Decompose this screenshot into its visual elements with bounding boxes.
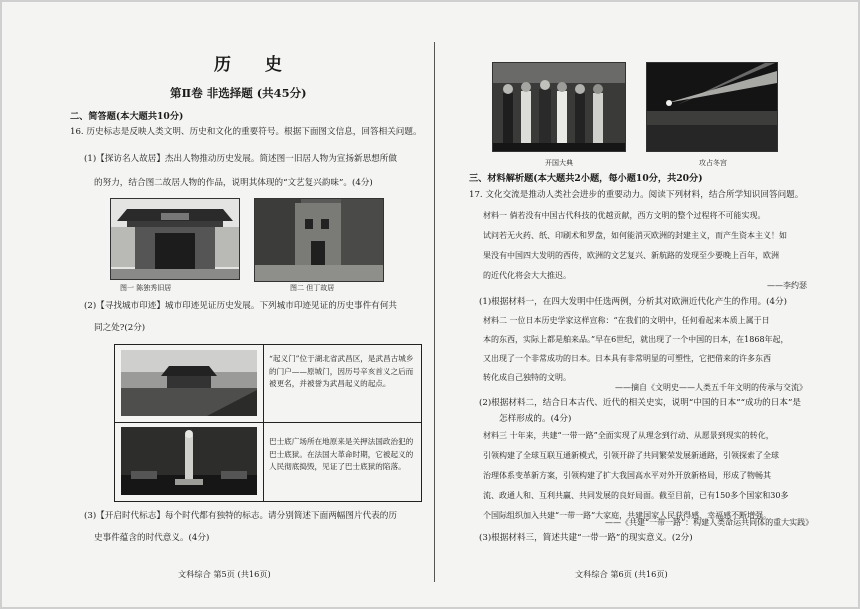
winter-palace-photo	[646, 62, 778, 152]
city-traces-table	[114, 344, 422, 502]
material3-line5: 个国际组织加入共建“一带一路”大家庭，共建国家人民获得感、幸福感不断增强。	[483, 511, 772, 520]
material2-line3: 又出现了一个非常成功的日本。日本具有非常明显的可塑性，它把借来的许多东西	[483, 354, 771, 363]
old-residence-image	[111, 199, 239, 279]
q16-3-line2: 史事件蕴含的时代意义。(4分)	[94, 533, 210, 543]
material2-line1: 材料二 一位日本历史学家这样宣称：“在我们的文明中，任何看起来本质上属于日	[483, 316, 770, 325]
winter-palace-caption: 攻占冬宫	[699, 159, 727, 167]
bastille-photo	[121, 427, 257, 495]
q16-2-line1: (2)【寻找城市印迹】城市印迹见证历史发展。下列城市印迹见证的历史事件有何共	[84, 301, 397, 311]
qiyi-gate-photo	[121, 350, 257, 416]
q17-1: (1)根据材料一，在四大发明中任选两例，分析其对欧洲近代化产生的作用。(4分)	[479, 297, 787, 307]
table-row	[115, 345, 421, 423]
part3-heading: 三、材料解析题(本大题共2小题，每小题10分，共20分)	[469, 173, 703, 184]
material3-line2: 引领构建了全球互联互通新模式，引领开辟了共同繁荣发展新通路，引领探索了全球	[483, 451, 779, 460]
q16-1-line1: (1)【探访名人故居】杰出人物推动历史发展。简述图一旧居人物为宣扬新思想所做	[84, 154, 397, 164]
q17-stem: 17. 文化交流是推动人类社会进步的重要动力。阅读下列材料，结合所学知识回答问题。	[469, 190, 804, 200]
part-heading: 二、简答题(本大题共10分)	[70, 111, 184, 122]
founding-ceremony-caption: 开国大典	[545, 159, 573, 167]
q16-stem: 16. 历史标志是反映人类文明、历史和文化的重要符号。根据下面图文信息，回答相关问题。	[70, 127, 422, 137]
table-text-qiyimen: “起义门”位于湖北省武昌区，是武昌古城乡的门户——原城门，因历号辛亥首义之后而被更名，并被誉为武昌起义的起点。	[269, 354, 414, 388]
q17-2-line2: 怎样形成的。(4分)	[499, 414, 572, 424]
material1-line3: 果没有中国四大发明的西传，欧洲的文艺复兴、新航路的发现至少要晚上百年，欧洲	[483, 251, 779, 260]
figure2-photo	[254, 198, 384, 282]
footer-right: 文科综合 第6页 (共16页)	[575, 569, 668, 579]
footer-left: 文科综合 第5页 (共16页)	[178, 569, 271, 579]
q16-1-line2: 的努力，结合图二故居人物的作品，说明其体现的“文艺复兴韵味”。(4分)	[94, 178, 373, 188]
section-heading: 第Ⅱ卷 非选择题 (共45分)	[170, 86, 307, 100]
subject-title: 历 史	[214, 55, 296, 75]
material3-line3: 治理体系变革新方案，引领构建了扩大我国高水平对外开放新格局，形成了物畅其	[483, 471, 771, 480]
material2-line2: 本的东西，实际上都是舶来品。”早在6世纪，就出现了一个中国的日本，在1868年起，	[483, 335, 789, 344]
material2-line4: 转化成自己独特的文明。	[483, 373, 571, 382]
material3-source: ——《共建“一带一路”：构建人类命运共同体的重大实践》	[605, 518, 814, 527]
table-text-bastille: 巴士底广场所在地原来是关押法国政治犯的巴士底狱。在法国大革命时期，它被起义的人民彻底捣毁，见证了巴士底狱的陷落。	[269, 437, 414, 471]
material3-line1: 材料三 十年来，共建“一带一路”全面实现了从理念到行动、从愿景到现实的转化，	[483, 431, 774, 440]
figure1-photo	[110, 198, 240, 280]
figure2-caption: 图二 但丁故居	[290, 284, 335, 292]
material1-line4: 的近代化将会大大推迟。	[483, 271, 571, 280]
q17-2-line1: (2)根据材料二，结合日本古代、近代的相关史实，说明“中国的日本”“成功的日本”是	[479, 398, 801, 408]
dante-house-image	[255, 199, 383, 281]
exam-sheet	[2, 2, 858, 607]
q16-3-line1: (3)【开启时代标志】每个时代都有独特的标志。请分别简述下面两幅图片代表的历	[84, 511, 397, 521]
material1-line2: 试问若无火药、纸、印刷术和罗盘，如何能消灭欧洲的封建主义，而产生资本主义！如	[483, 231, 787, 240]
left-page	[2, 2, 434, 607]
material1-line1: 材料一 倘若没有中国古代科技的优越贡献，西方文明的整个过程将不可能实现。	[483, 211, 766, 220]
material3-line4: 流、政通人和、互利共赢、共同发展的良好局面。截至目前，已有150多个国家和30多	[483, 491, 789, 500]
founding-ceremony-photo	[492, 62, 626, 152]
figure1-caption: 图一 陈独秀旧居	[120, 284, 172, 292]
right-page	[435, 2, 858, 607]
table-row	[115, 422, 421, 500]
q16-2-line2: 同之处?(2分)	[94, 323, 146, 333]
material2-source: ——摘自《文明史——人类五千年文明的传承与交流》	[615, 383, 807, 392]
material1-source: ——李约瑟	[767, 281, 807, 290]
q17-3: (3)根据材料三，简述共建“一带一路”的现实意义。(2分)	[479, 533, 693, 543]
